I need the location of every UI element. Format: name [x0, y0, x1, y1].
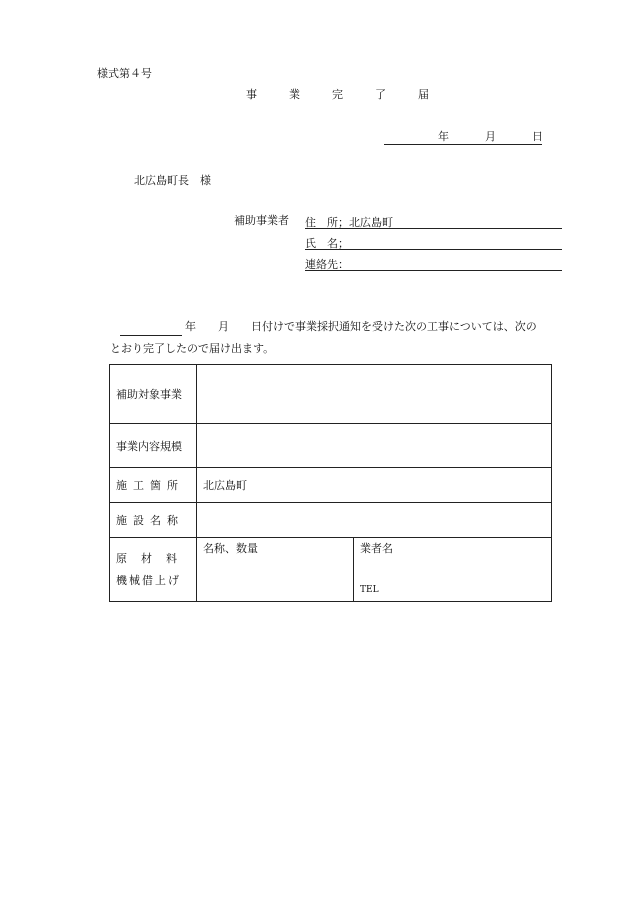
- tel-label: TEL: [360, 585, 379, 595]
- title-char: 了: [375, 88, 386, 101]
- applicant-label: 補助事業者: [234, 214, 289, 227]
- address-field[interactable]: [305, 214, 562, 229]
- row-label-location: 施工箇所: [110, 468, 197, 503]
- title-char: 完: [332, 88, 343, 101]
- table-row: [110, 468, 552, 503]
- title-char: 事: [246, 88, 257, 101]
- date-month-label: 月: [485, 130, 496, 143]
- date-year-label: 年: [438, 130, 449, 143]
- body-text-line1: 年 月 日付けで事業採択通知を受けた次の工事については、次の: [185, 320, 537, 333]
- row-label-project-scale: 事業内容規模: [110, 424, 197, 468]
- address-label: 住 所；北広島町: [305, 216, 393, 229]
- details-table: [109, 364, 552, 602]
- title-char: 業: [289, 88, 300, 101]
- form-number: 様式第４号: [97, 67, 152, 80]
- row-value-project-scale[interactable]: [197, 424, 552, 468]
- contact-field[interactable]: [305, 256, 562, 271]
- materials-name-quantity-cell[interactable]: [197, 538, 354, 602]
- vendor-header: 業者名: [360, 542, 393, 555]
- table-row: [110, 424, 552, 468]
- table-row: [110, 538, 552, 602]
- name-field[interactable]: [305, 235, 562, 250]
- row-label-target-project: 補助対象事業: [110, 365, 197, 424]
- row-label-materials: [110, 538, 197, 602]
- contact-label: 連絡先：: [305, 258, 349, 271]
- document-title: [246, 88, 429, 102]
- row-value-facility-name[interactable]: [197, 503, 552, 538]
- notice-number-blank[interactable]: [120, 334, 182, 336]
- date-field[interactable]: [384, 130, 542, 145]
- name-quantity-header: 名称、数量: [203, 542, 258, 555]
- row-label-facility-name: 施設名称: [110, 503, 197, 538]
- body-text-line2: とおり完了したので届け出ます。: [110, 342, 275, 355]
- materials-label-line1: 原材料: [116, 551, 191, 565]
- name-label: 氏 名；: [305, 237, 349, 250]
- materials-label-line2: 機械借上げ: [116, 573, 181, 587]
- table-row: [110, 365, 552, 424]
- title-char: 届: [418, 88, 429, 101]
- addressee: 北広島町長 様: [134, 174, 211, 187]
- row-value-target-project[interactable]: [197, 365, 552, 424]
- row-value-location[interactable]: 北広島町: [197, 468, 552, 503]
- table-row: [110, 503, 552, 538]
- date-day-label: 日: [532, 130, 543, 143]
- materials-vendor-cell[interactable]: [354, 538, 552, 602]
